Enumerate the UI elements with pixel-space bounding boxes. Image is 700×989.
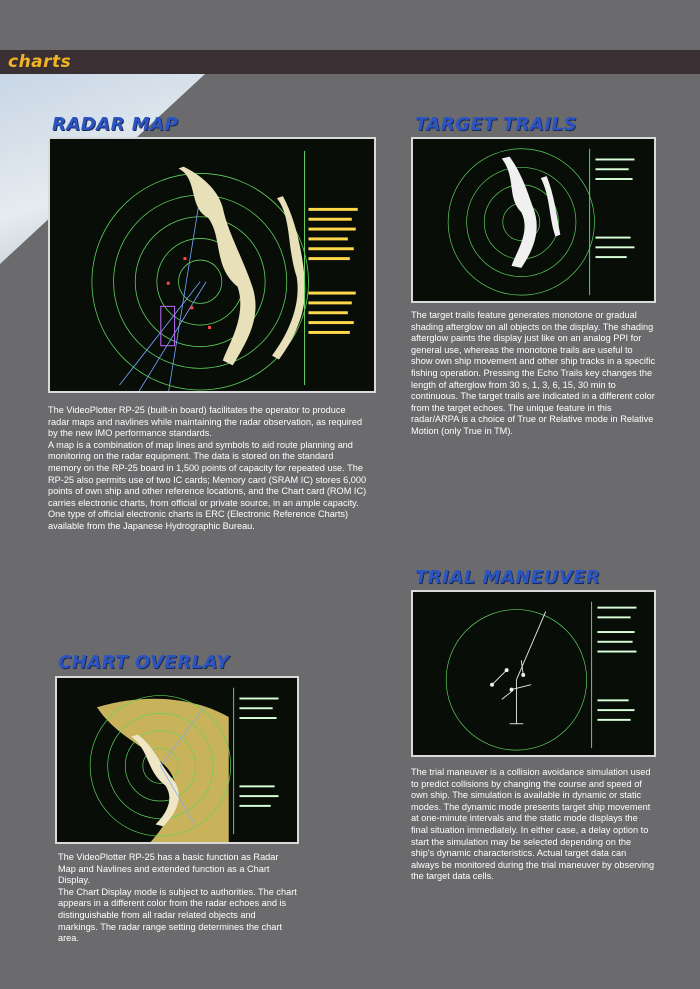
radar-map-screen [48, 137, 376, 393]
trial-maneuver-screen [411, 590, 656, 757]
target-trails-description: The target trails feature generates monotone or gradual shading afterglow on all objects on the display. The shading afterglow paints the display just like on an analog PPI for general use, whereas the monotone trails are useful to show own ship movement and other ship tracks in a specific fishing operation. Pressing the Echo Trails key changes the length of afterglow from 30 s, 1, 3, 6, 15, 30 min to continuous. The target trails are indicated in a different color from the target echoes. The unique feature in this radar/ARPA is a choice of True or Relative mode in Relative Motion (only True in TM). [411, 310, 656, 436]
section-header-label: charts [8, 52, 72, 72]
chart-overlay-screen [55, 676, 299, 844]
header-band [0, 50, 700, 74]
trial-maneuver-title: TRIAL MANEUVER [415, 567, 601, 588]
trial-maneuver-description: The trial maneuver is a collision avoidance simulation used to predict collisions by changing the course and speed of own ship. The simulation is available in dynamic or static modes. The dynamic mode presents target ship movement at one-minute intervals and the static mode displays the final situation immediately. In either case, a delay option to start the simulation may be selected depending on the ship's dynamic characteristics. Actual target data can always be monitored during the trial maneuver by observing the target data cells. [411, 767, 655, 882]
radar-map-description: The VideoPlotter RP-25 (built-in board) facilitates the operator to produce radar maps and navlines while maintaining the radar observation, as required by the new IMO performance standards. A map is a combination of map lines and symbols to aid route planning and monitoring on the radar equipment. The data is stored on the standard memory on the RP-25 board in 1,500 points of capacity for repeated use. The RP-25 also permits use of two IC cards; Memory card (SRAM IC) stores 6,000 points of own ship and other reference locations, and the Chart card (ROM IC) carries electronic charts, from official or private source, in an ample capacity. One type of official electronic charts is ERC (Electronic Reference Charts) available from the Japanese Hydrographic Bureau. [48, 405, 367, 531]
chart-overlay-description: The VideoPlotter RP-25 has a basic function as Radar Map and Navlines and extended function as a Chart Display. The Chart Display mode is subject to authorities. The chart appears in a different color from the radar echoes and is distinguishable from all radar related objects and markings. The radar range setting determines the chart area. [58, 852, 297, 944]
target-trails-title: TARGET TRAILS [415, 114, 577, 135]
target-trails-screen [411, 137, 656, 303]
radar-map-title: RADAR MAP [52, 114, 179, 135]
chart-overlay-title: CHART OVERLAY [58, 652, 230, 673]
